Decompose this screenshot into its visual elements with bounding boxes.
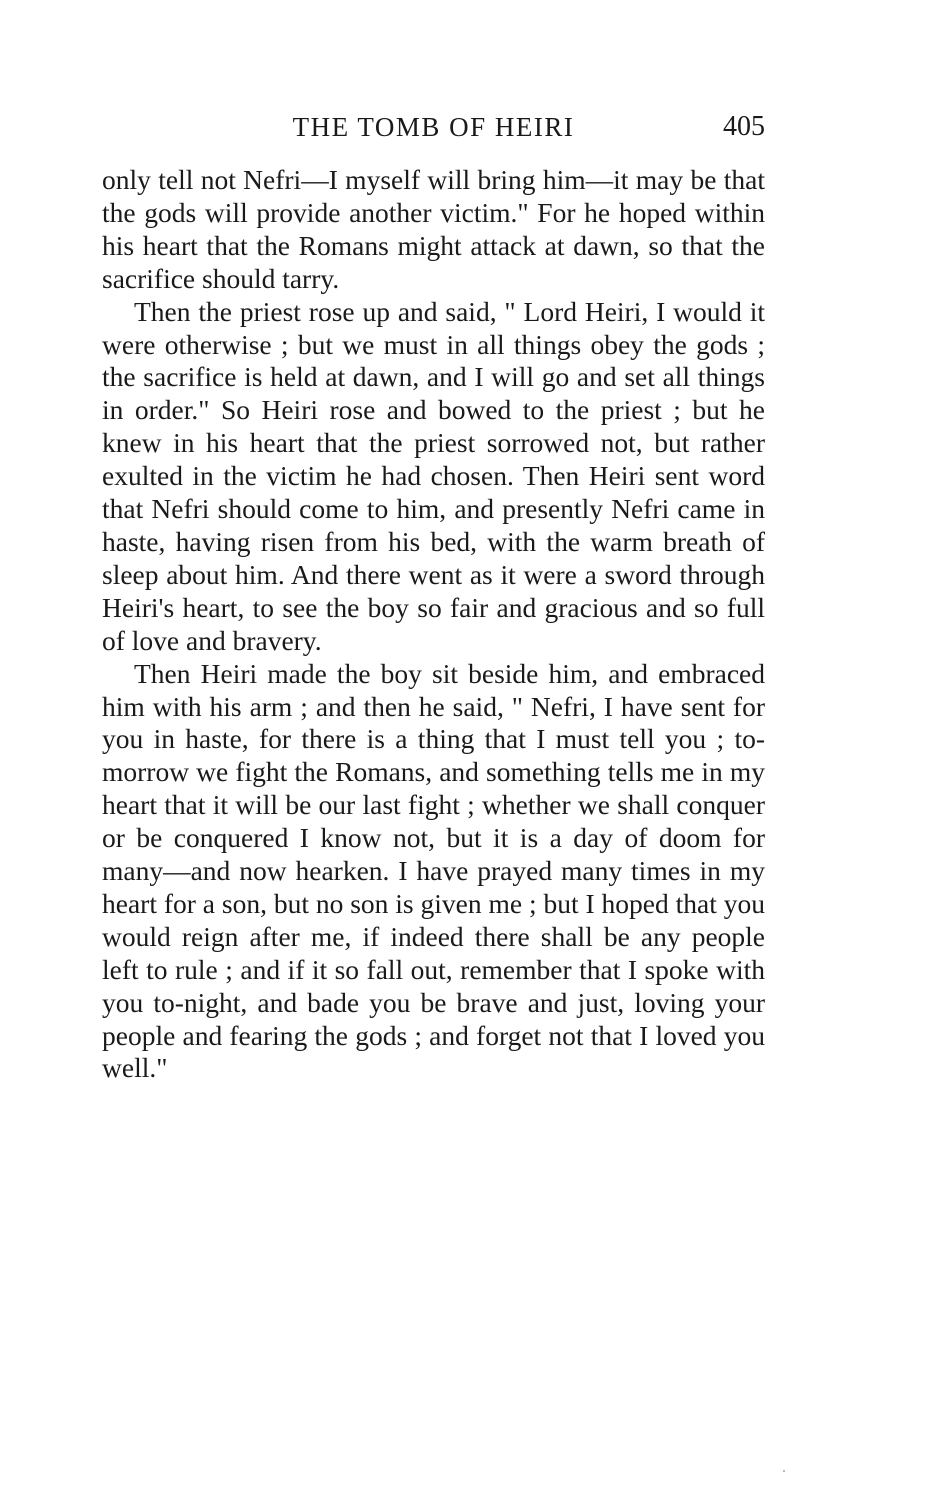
paragraph-1: only tell not Nefri—I myself will bring him—it may be that the gods will provide another victim." For he hoped within his heart that the Romans might attack at dawn, so that the sacrifice should tarry. <box>102 164 765 294</box>
page-number: 405 <box>723 111 765 142</box>
paragraph-2: Then the priest rose up and said, " Lord Heiri, I would it were otherwise ; but we must in all things obey the gods ; the sacrifice is held at dawn, and I will go and set all things in order." So Heiri rose and bowed to the priest ; but he knew in his heart that the priest sorrowed not, but rather exulted in the victim he had chosen. Then Heiri sent word that Nefri should come to him, and presently Nefri came in haste, having risen from his bed, with the warm breath of sleep about him. And there went as it were a sword through Heiri's heart, to see the boy so fair and gracious and so full of love and bravery. <box>102 295 765 656</box>
paragraph-3: Then Heiri made the boy sit beside him, and embraced him with his arm ; and then he said, " Nefri, I have sent for you in haste, for there is a thing that I must tell you ; to-morrow we fight the Romans, and something tells me in my heart that it will be our last fight ; whether we shall conquer or be conquered I know not, but it is a day of doom for many—and now hearken. I have prayed many times in my heart for a son, but no son is given me ; but I hoped that you would reign after me, if indeed there shall be any people left to rule ; and if it so fall out, remember that I spoke with you to-night, and bade you be brave and just, loving your people and fearing the gods ; and forget not that I loved you well." <box>102 657 765 1084</box>
running-head <box>102 110 765 150</box>
body-text <box>102 164 765 1085</box>
paper-speck <box>783 1470 785 1472</box>
running-title: THE TOMB OF HEIRI <box>292 112 575 142</box>
